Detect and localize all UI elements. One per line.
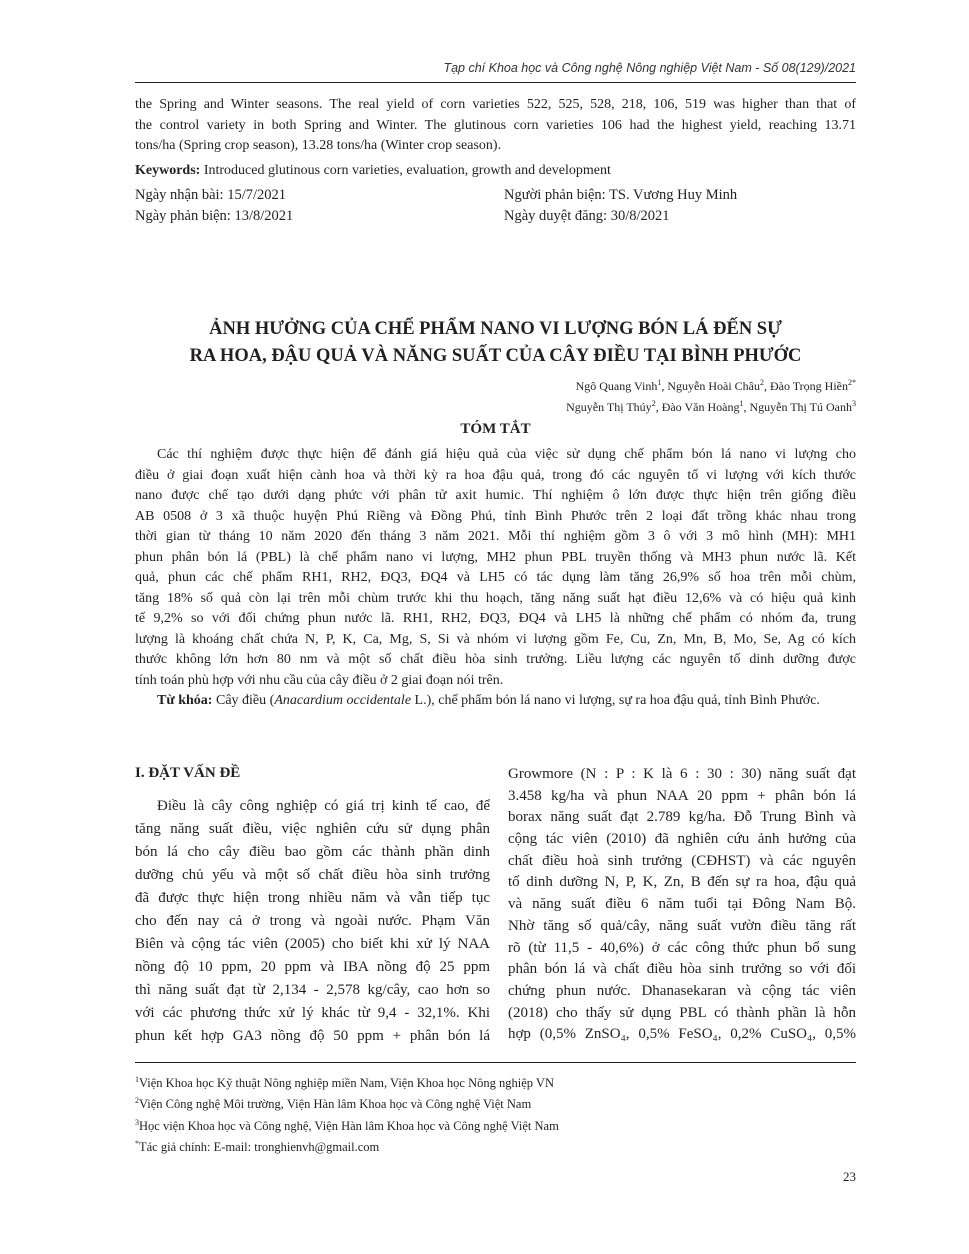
keywords-text: Introduced glutinous corn varieties, evaluation, growth and development [200, 163, 611, 178]
text-line: the control variety in both Spring and Winter. The glutinous corn varieties 106 had the highest yield, reaching 13.71 [135, 117, 856, 133]
vn-keywords-species: Anacardium occidentale [274, 693, 412, 708]
author-name: Nguyễn Hoài Châu [667, 379, 760, 393]
text-line: (2018) cho thấy sử dụng PBL có thành phần là hỗn [508, 1004, 856, 1021]
text-line: thời gian từ tháng 10 năm 2020 đến tháng 3 năm 2021. Mỗi thí nghiệm gồm 3 ô với 3 mô hình (MH): MH1 [135, 529, 856, 544]
author-name: Đào Văn Hoàng [661, 400, 740, 414]
footnote [135, 1135, 559, 1156]
text-line: Điều là cây công nghiệp có giá trị kinh tế cao, để [157, 798, 490, 814]
text-line: với các phương thức xử lý khác từ 9,4 - 32,1%. Khi [135, 1005, 490, 1021]
text-line: tons/ha (Spring crop season), 13.28 tons/ha (Winter crop season). [135, 138, 502, 153]
text-line: borax năng suất đạt 2.789 kg/ha. Đỗ Trung Bình và [508, 809, 856, 826]
dates-left [135, 185, 293, 227]
vn-keywords-label: Từ khóa: [157, 693, 213, 708]
text-line: phun phân bón lá (PBL) là chế phẩm nano vi lượng, MH2 phun PBL truyền thống và MH3 phun nước lã. Kết [135, 549, 856, 565]
text-line: thước không lớn hơn 80 nm và một số chất điều hòa sinh trưởng. Liều lượng các nguyên tố dinh dưỡng được [135, 652, 856, 667]
article-title [135, 316, 856, 370]
text-line: dưỡng chủ yếu và một số chất điều hòa sinh trưởng [135, 867, 490, 883]
text-line: phân bón lá và chất điều hòa sinh trưởng so với đối [508, 961, 856, 978]
text-line: nồng độ 10 ppm, 20 ppm và IBA nồng độ 25 ppm [135, 959, 490, 975]
author-list [566, 374, 856, 416]
text-line: Nhờ tăng số quả/cây, năng suất vườn điều tăng rất [508, 917, 856, 934]
footnote-text: Viện Công nghệ Môi trường, Viện Hàn lâm Khoa học và Công nghệ Việt Nam [139, 1097, 532, 1112]
author-affiliation-mark: 2 [759, 378, 764, 387]
text-line: chứng phun nước. Dhanasekaran và cộng tác viên [508, 982, 856, 999]
title-line-2: RA HOA, ĐẬU QUẢ VÀ NĂNG SUẤT CỦA CÂY ĐIỀU TẠI BÌNH PHƯỚC [189, 346, 802, 366]
author-separator: , [661, 379, 668, 393]
vietnamese-keywords [135, 691, 856, 711]
title-line-1: ẢNH HƯỞNG CỦA CHẾ PHẨM NANO VI LƯỢNG BÓN LÁ ĐẾN SỰ [209, 319, 782, 339]
footnote-rule [135, 1062, 856, 1063]
author-affiliation-mark: 1 [739, 399, 744, 408]
text-line: tế 9,2% so với đối chứng phun nước lã. RH1, RH2, ĐQ3, ĐQ4 và LH5 là những chế phẩm có nhóm đa, trung [135, 611, 856, 626]
english-abstract-tail [135, 95, 856, 157]
text-line: nano được chế tạo dưới dạng phức với phân tử axit humic. Thí nghiệm ô lớn được thực hiện trên giống điều [135, 488, 856, 503]
english-keywords [135, 160, 611, 181]
footnote [135, 1071, 559, 1092]
author-affiliation-mark: 2* [848, 378, 856, 387]
author-name: Đào Trọng Hiền [769, 379, 848, 393]
footnote-mark: 2 [135, 1096, 139, 1106]
author-affiliation-mark: 1 [657, 378, 662, 387]
text-line: Biên và cộng tác viên (2005) cho biết khi xử lý NAA [135, 936, 490, 952]
text-line: điều ở giai đoạn xuất hiện cành hoa và thời kỳ ra hoa đậu quả, trong đó các nguyên tố vi lượng với kích thước [135, 467, 856, 483]
footnote-text: Tác giả chính: E-mail: tronghienvh@gmail.com [139, 1140, 380, 1155]
author-separator: , [763, 379, 770, 393]
author-name: Ngô Quang Vinh [575, 379, 658, 393]
page-number: 23 [843, 1169, 856, 1184]
text-line: bón lá cho cây điều bao gồm các thành phần dinh [135, 844, 490, 860]
author-affiliation-mark: 3 [852, 399, 856, 408]
header-rule [135, 82, 856, 83]
text-line: tăng 18% số quả còn lại trên mỗi chùm trước khi thu hoạch, tăng năng suất hạt điều 12,6% và có hiệu quả kinh [135, 590, 856, 606]
text-line: chất điều hoà sinh trưởng (CĐHST) và các nguyên [508, 852, 856, 869]
author-affiliation-mark: 2 [651, 399, 656, 408]
text-line: quả, phun các chế phẩm RH1, RH2, ĐQ3, ĐQ4 và LH5 có tác dụng làm tăng 26,9% số hoa trên mỗi chùm, [135, 570, 856, 585]
text-line: cộng tác viên (2010) đã nghiên cứu ảnh hưởng của [508, 831, 856, 848]
text-line: thì năng suất đạt từ 2,134 - 2,578 kg/cây, cao hơn so [135, 982, 490, 998]
text-line: hợp (0,5% ZnSO₄, 0,5% FeSO₄, 0,2% CuSO₄, 0,5% [508, 1026, 856, 1043]
text-line: lượng là khoáng chất chứa N, P, K, Ca, Mg, S, Si và nhóm vi lượng gồm Fe, Cu, Zn, Mn, B, Mo, Se, Ag có kích [135, 631, 856, 647]
vietnamese-abstract [135, 445, 856, 691]
left-column-body [135, 795, 490, 1048]
author-separator: , [655, 400, 662, 414]
author-name: Nguyễn Thị Thúy [566, 400, 652, 414]
author-name: Nguyễn Thị Tú Oanh [749, 400, 852, 414]
text-line: the Spring and Winter seasons. The real yield of corn varieties 522, 525, 528, 218, 106, 519 was higher than that of [135, 97, 856, 112]
text-line: Growmore (N : P : K là 6 : 30 : 30) năng suất đạt [508, 766, 856, 782]
text-line: và năng suất điều 6 năm tuổi tại Đông Nam Bộ. [508, 896, 856, 913]
text-line: phun kết hợp GA3 nồng độ 50 ppm + phân bón lá [135, 1028, 490, 1044]
text-line: 3.458 kg/ha và phun NAA 20 ppm + phân bón lá [508, 787, 856, 804]
section-heading: I. ĐẶT VẤN ĐỀ [135, 765, 241, 781]
text-line: AB 0508 ở 3 xã thuộc huyện Phú Riềng và Đồng Phú, tỉnh Bình Phước trên 2 loại đất trồng khác nhau trong [135, 508, 856, 524]
dates-right [504, 185, 737, 227]
text-line: tố dinh dưỡng N, P, K, Zn, B đến sự ra hoa, đậu quả [508, 874, 856, 891]
text-line: đã được thực hiện trong nhiều năm và vẫn tiếp tục [135, 890, 490, 906]
footnote-text: Học viện Khoa học và Công nghệ, Viện Hàn lâm Khoa học và Công nghệ Việt Nam [139, 1119, 559, 1134]
footnote-mark: 3 [135, 1117, 139, 1127]
approval-date: Ngày duyệt đăng: 30/8/2021 [504, 208, 670, 224]
vn-keywords-text: Cây điều ( [212, 693, 275, 708]
received-date: Ngày nhận bài: 15/7/2021 [135, 187, 287, 203]
abstract-heading: TÓM TẮT [460, 421, 531, 437]
right-column-body [508, 764, 856, 1046]
footnote-text: Viện Khoa học Kỹ thuật Nông nghiệp miền Nam, Viện Khoa học Nông nghiệp VN [139, 1076, 554, 1091]
footnote [135, 1114, 559, 1135]
footnote [135, 1092, 559, 1113]
author-separator: , [743, 400, 750, 414]
keywords-label: Keywords: [135, 163, 201, 178]
text-line: cho đến nay cả ở trong và ngoài nước. Phạm Văn [135, 913, 490, 929]
text-line: tăng năng suất điều, việc nghiên cứu sử dụng phân [135, 821, 490, 837]
journal-running-header: Tạp chí Khoa học và Công nghệ Nông nghiệp Việt Nam - Số 08(129)/2021 [443, 61, 856, 75]
reviewer: Người phản biện: TS. Vương Huy Minh [504, 187, 738, 203]
footnote-mark: 1 [135, 1075, 139, 1084]
text-line: Các thí nghiệm được thực hiện để đánh giá hiệu quả của việc sử dụng chế phẩm bón lá nano vi lượng cho [157, 447, 856, 462]
text-line: rõ (từ 11,5 - 40,6%) ở các công thức phun bổ sung [508, 939, 856, 956]
footnote-mark: * [135, 1139, 139, 1149]
footnotes [135, 1071, 559, 1157]
vn-keywords-text-2: L.), chế phẩm bón lá nano vi lượng, sự ra hoa đậu quả, tỉnh Bình Phước. [411, 693, 820, 708]
review-date: Ngày phản biện: 13/8/2021 [135, 208, 294, 224]
text-line: tính toán phù hợp với nhu cầu của cây điều ở 2 giai đoạn nói trên. [135, 672, 504, 688]
